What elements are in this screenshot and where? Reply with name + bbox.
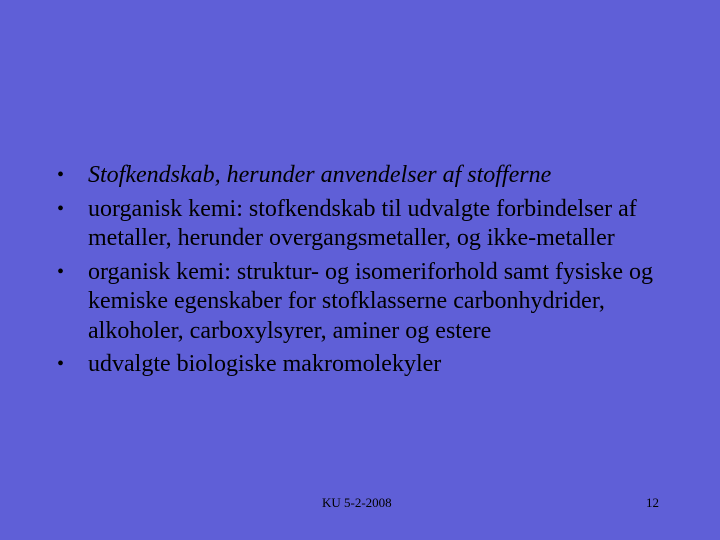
bullet-text: organisk kemi: struktur- og isomeriforhold samt fysiske og kemiske egenskaber for stofklasserne carbonhydrider, alkoholer, carboxylsyrer, aminer og estere [88,258,654,344]
page-number: 12 [646,495,659,510]
bullet-dot-icon: • [57,260,65,283]
bullet-item [57,350,677,380]
bullet-text: Stofkendskab, herunder anvendelser af stofferne [88,162,552,188]
bullet-text: udvalgte biologiske makromolekyler [88,351,442,377]
bullet-item [57,195,677,254]
bullet-item [57,258,677,347]
bullet-dot-icon: • [57,353,65,375]
bullet-dot-icon: • [57,164,65,186]
bullet-list [57,161,677,384]
footer-date: KU 5-2-2008 [322,495,392,510]
bullet-text: uorganisk kemi: stofkendskab til udvalgte forbindelser af metaller, herunder overgangsmetaller, og ikke-metaller [88,195,637,251]
bullet-item [57,161,677,191]
bullet-dot-icon: • [57,197,65,220]
